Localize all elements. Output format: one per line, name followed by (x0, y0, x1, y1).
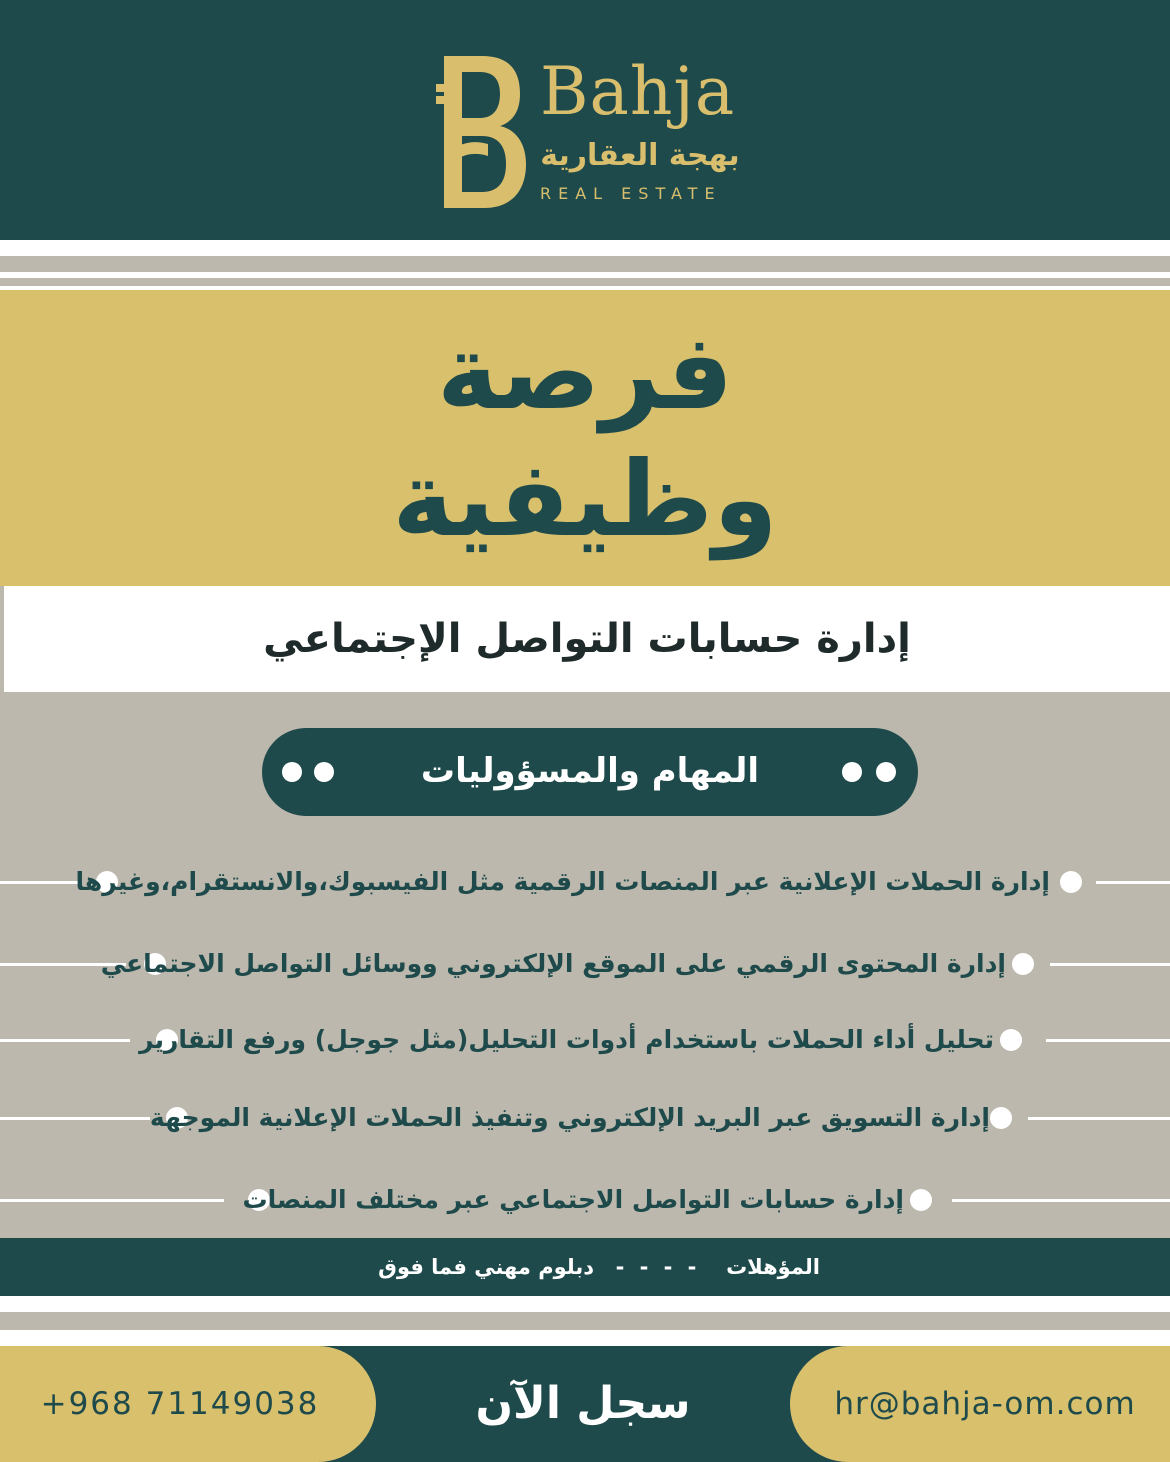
task-line (952, 1199, 1170, 1202)
task-line (0, 1117, 150, 1120)
task-item (0, 944, 1170, 984)
divider-stripe (0, 256, 1170, 272)
task-item (0, 1020, 1170, 1060)
task-text: إدارة المحتوى الرقمي على الموقع الإلكتروني ووسائل التواصل الاجتماعي (100, 949, 1006, 978)
phone-cap (0, 1346, 376, 1462)
qualifications-separator: - - - - (615, 1255, 701, 1279)
task-item (0, 862, 1170, 902)
bullet-dot (1012, 953, 1034, 975)
task-line (1096, 881, 1170, 884)
decorative-dot (876, 762, 896, 782)
headline-line-2: وظيفية (392, 438, 778, 560)
divider-stripe (0, 240, 1170, 256)
headline-line-1: فرصة (436, 311, 734, 433)
task-text: إدارة التسويق عبر البريد الإلكتروني وتنفيذ الحملات الإعلانية الموجهة (149, 1103, 990, 1132)
bullet-dot (910, 1189, 932, 1211)
section-heading: المهام والمسؤوليات (420, 751, 760, 791)
decorative-dot (842, 762, 862, 782)
footer (0, 1346, 1170, 1462)
qualifications-value: دبلوم مهني فما فوق (378, 1255, 594, 1279)
task-line (1028, 1117, 1170, 1120)
task-text: إدارة حسابات التواصل الاجتماعي عبر مختلف المنصات (242, 1185, 904, 1214)
email-cap (790, 1346, 1170, 1462)
email-link[interactable]: hr@bahja-om.com (834, 1386, 1136, 1422)
bullet-dot (1000, 1029, 1022, 1051)
section-heading-pill (262, 728, 918, 816)
task-text: إدارة الحملات الإعلانية عبر المنصات الرقمية مثل الفيسبوك،والانستقرام،وغيرها (75, 867, 1050, 896)
brand-name: Bahja (540, 53, 736, 130)
task-item (0, 1180, 1170, 1220)
bullet-dot (990, 1107, 1012, 1129)
qualifications-bar (0, 1238, 1170, 1296)
brand-name-arabic: بهجة العقارية (540, 138, 740, 173)
task-line (0, 881, 80, 884)
divider-stripe (0, 1312, 1170, 1330)
qualifications-label: المؤهلات (726, 1255, 820, 1279)
divider-stripe (0, 1296, 1170, 1312)
task-line (0, 1039, 130, 1042)
task-text: تحليل أداء الحملات باستخدام أدوات التحليل(مثل جوجل) ورفع التقارير (139, 1025, 994, 1054)
task-line (1046, 1039, 1170, 1042)
headline-block (0, 290, 1170, 586)
job-title: إدارة حسابات التواصل الإجتماعي (263, 616, 911, 662)
job-title-band (4, 586, 1170, 692)
divider-stripe (0, 278, 1170, 286)
register-now-button[interactable]: سجل الآن (475, 1378, 691, 1429)
task-item (0, 1098, 1170, 1138)
task-line (0, 1199, 224, 1202)
brand-subtitle: REAL ESTATE (540, 184, 722, 203)
header (0, 0, 1170, 240)
phone-number[interactable]: +968 71149038 (40, 1386, 320, 1422)
bullet-dot (1060, 871, 1082, 893)
task-line (1050, 963, 1170, 966)
divider-stripe (0, 1330, 1170, 1346)
bahja-logo-icon (436, 56, 526, 208)
